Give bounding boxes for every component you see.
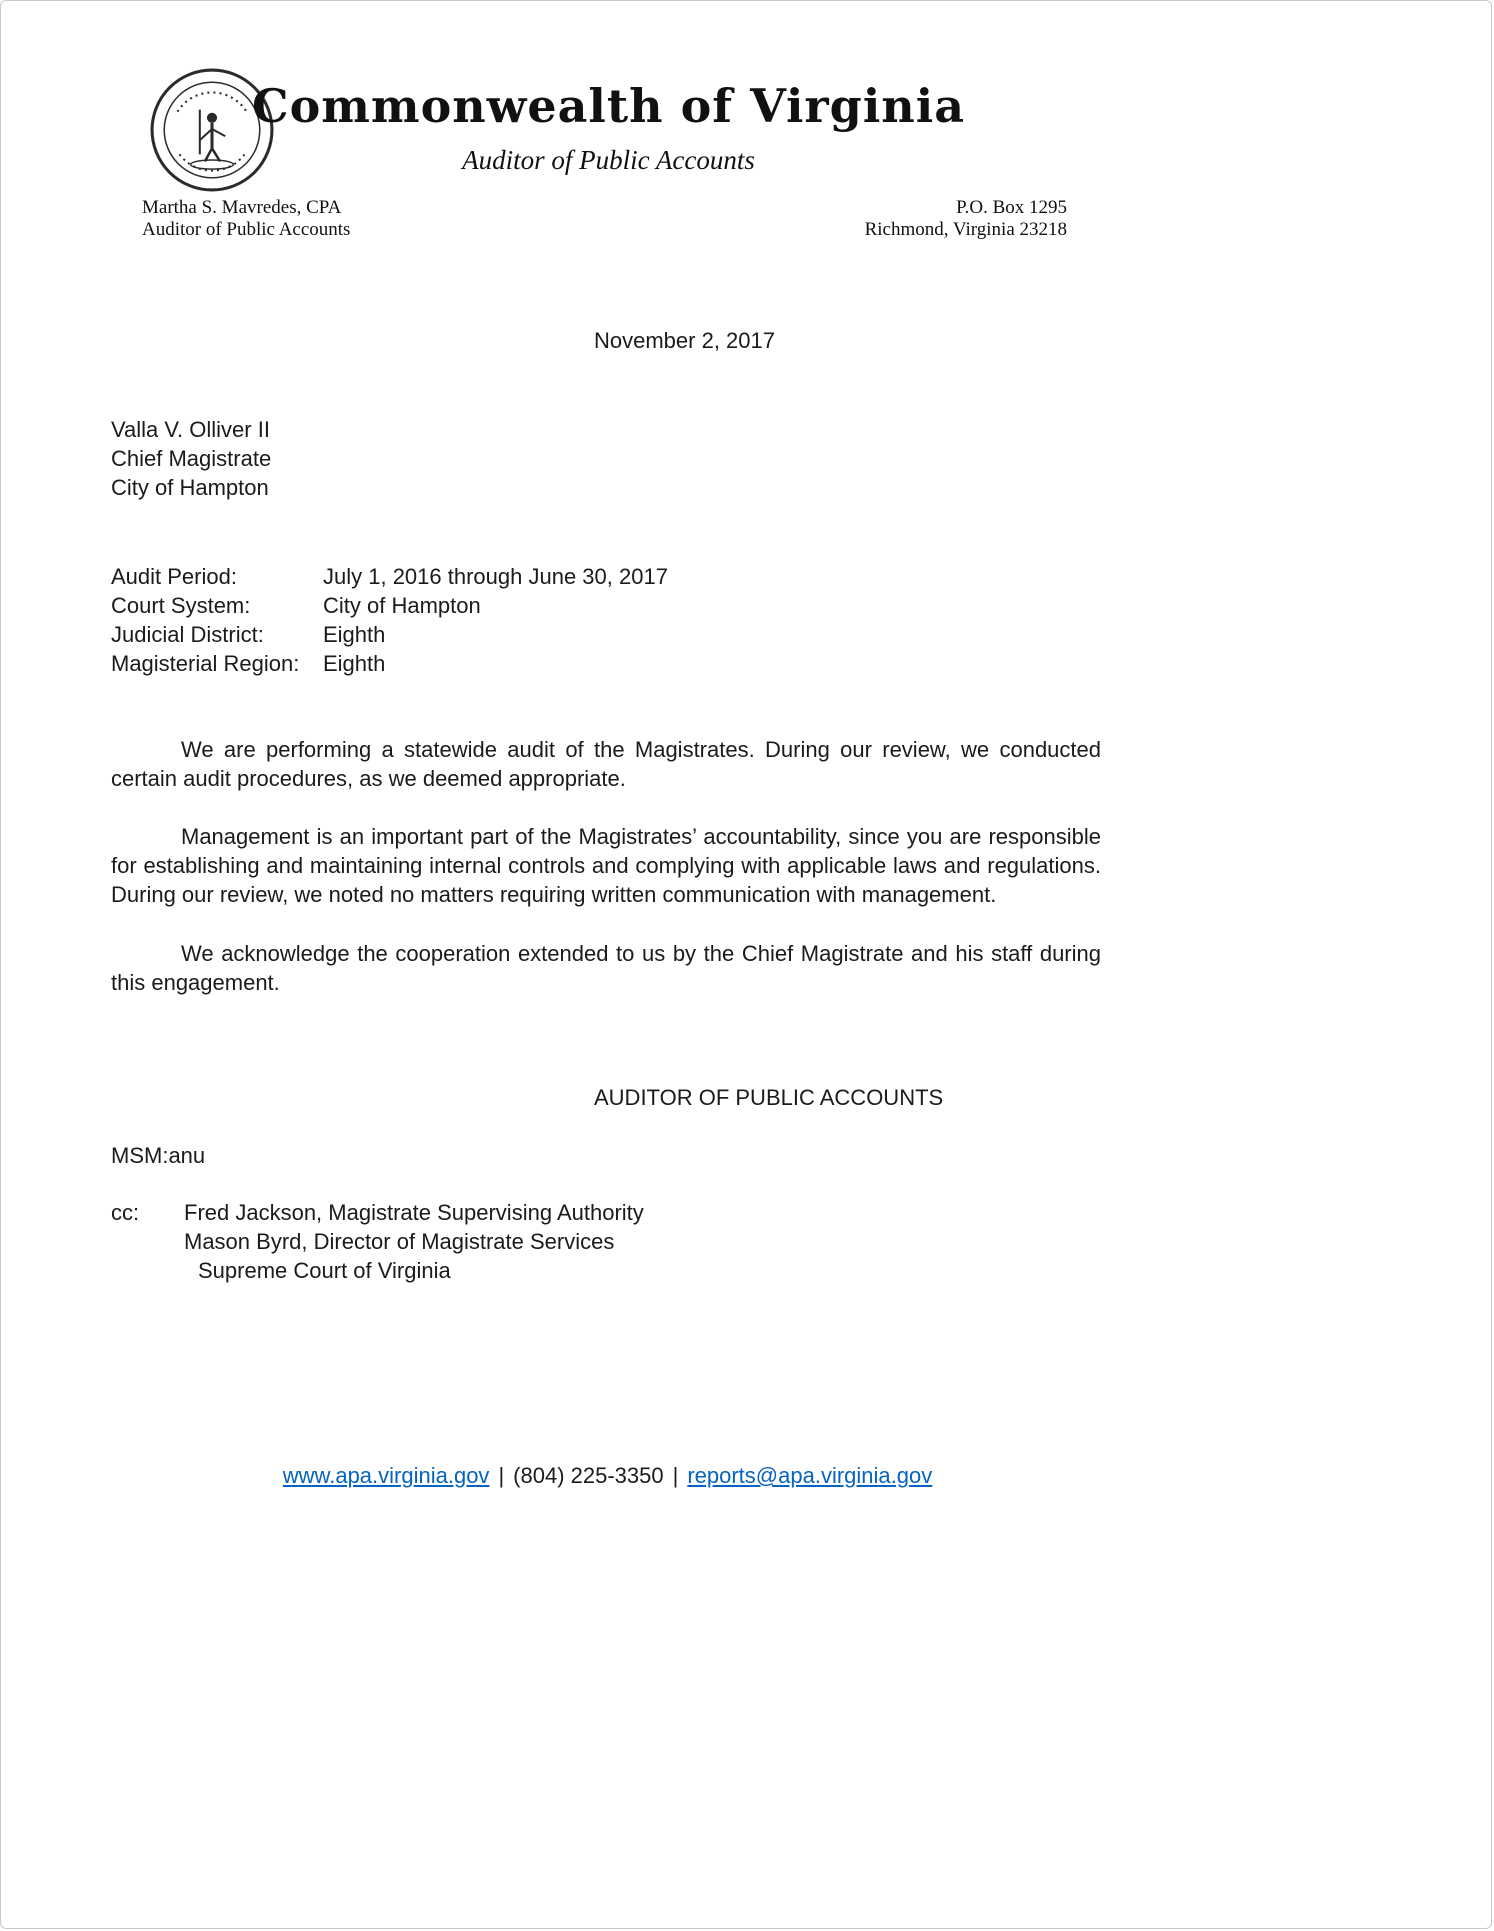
recipient-location: City of Hampton [111, 475, 269, 500]
court-system-label: Court System: [111, 593, 251, 618]
magisterial-region-label: Magisterial Region: [111, 651, 300, 676]
reference-initials: MSM:anu [111, 1143, 206, 1168]
official-title: Auditor of Public Accounts [142, 219, 351, 240]
website-link[interactable]: www.apa.virginia.gov [282, 1463, 490, 1488]
audit-info-row [111, 620, 1101, 649]
cc-list [184, 1198, 644, 1285]
cc-label: cc: [111, 1200, 140, 1225]
audit-info-table [111, 562, 1101, 678]
cc-block [111, 1198, 1101, 1285]
recipient-title: Chief Magistrate [111, 446, 272, 471]
cc-line: Supreme Court of Virginia [198, 1258, 451, 1283]
cc-line: Fred Jackson, Magistrate Supervising Authority [184, 1200, 644, 1225]
body-paragraph: We are performing a statewide audit of the Magistrates. During our review, we conducted certain audit procedures, as we deemed appropriate. [111, 737, 1101, 791]
footer [111, 1463, 1104, 1489]
email-link[interactable]: reports@apa.virginia.gov [687, 1463, 933, 1488]
address-block [865, 197, 1067, 241]
recipient-block [111, 415, 1101, 502]
masthead [1, 79, 1216, 176]
recipient-name: Valla V. Olliver II [111, 417, 270, 442]
body-paragraph: Management is an important part of the Magistrates’ accountability, since you are responsible for establishing and maintaining internal controls and complying with applicable laws and regulations. During our review, we noted no matters requiring written communication with management. [111, 824, 1101, 907]
audit-info-row [111, 562, 1101, 591]
phone-number: (804) 225-3350 [513, 1463, 664, 1488]
address-line-2: Richmond, Virginia 23218 [864, 219, 1067, 240]
audit-period-value: July 1, 2016 through June 30, 2017 [323, 564, 668, 589]
signature-block: AUDITOR OF PUBLIC ACCOUNTS [594, 1085, 944, 1110]
letter-date: November 2, 2017 [594, 328, 775, 353]
judicial-district-value: Eighth [323, 622, 386, 647]
address-line-1: P.O. Box 1295 [956, 197, 1067, 218]
audit-period-label: Audit Period: [111, 564, 237, 589]
official-block [142, 197, 350, 241]
footer-separator: | [672, 1463, 679, 1488]
judicial-district-label: Judicial District: [111, 622, 264, 647]
cc-line: Mason Byrd, Director of Magistrate Services [184, 1229, 615, 1254]
letter-body [1, 326, 1491, 1285]
letterhead [1, 1, 1491, 251]
commonwealth-title: Commonwealth of Virginia [251, 79, 966, 133]
agency-subtitle: Auditor of Public Accounts [462, 145, 755, 175]
footer-separator: | [498, 1463, 505, 1488]
audit-info-row [111, 649, 1101, 678]
court-system-value: City of Hampton [323, 593, 481, 618]
body-paragraph: We acknowledge the cooperation extended to us by the Chief Magistrate and his staff during this engagement. [111, 941, 1101, 995]
audit-info-row [111, 591, 1101, 620]
official-name: Martha S. Mavredes, CPA [142, 197, 342, 218]
magisterial-region-value: Eighth [323, 651, 386, 676]
